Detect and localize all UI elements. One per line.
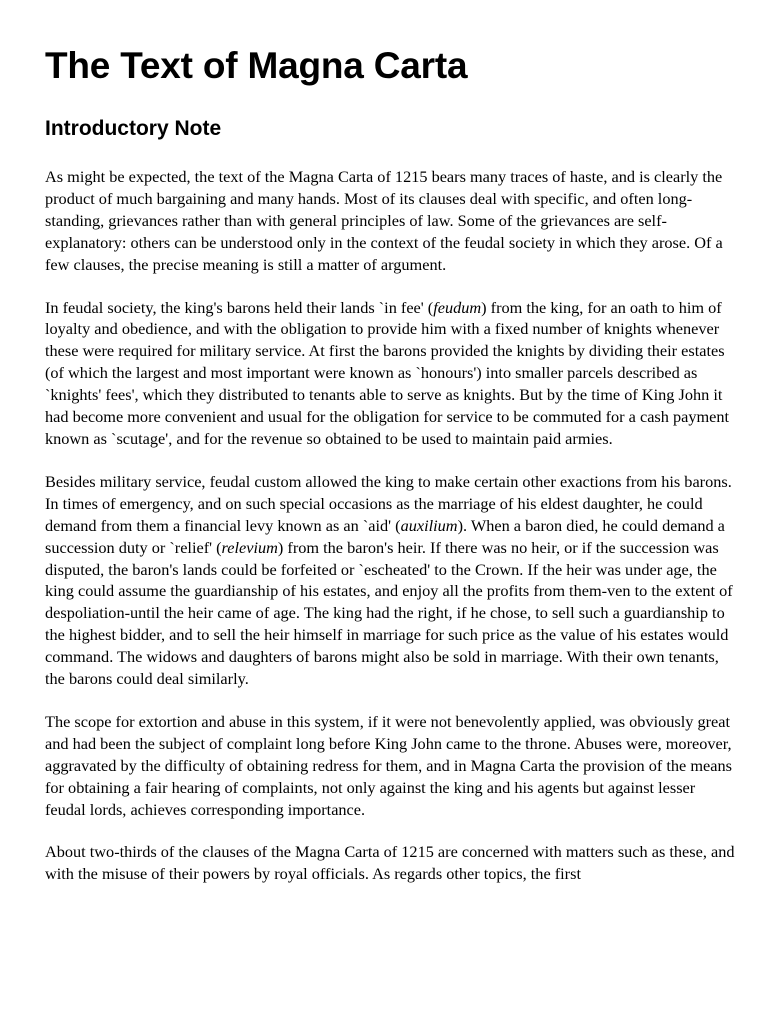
paragraph-text: ) from the king, for an oath to him of loyalty and obedience, and with the obligation to provide him with a fixed number of knights whenever these were required for military service. At first the barons provided the knights by dividing their estates (of which the largest and most important were known as `honours') into smaller parcels described as `knights' fees', which they distributed to tenants able to serve as knights. But by the time of King John it had become more convenient and usual for the obligation for service to be commuted for a cash payment known as `scutage', and for the revenue so obtained to be used to maintain paid armies. — [45, 297, 730, 448]
paragraph — [45, 297, 735, 450]
paragraph-text: About two-thirds of the clauses of the Magna Carta of 1215 are concerned with matters such as these, and with the misuse of their powers by royal officials. As regards other topics, the first — [45, 842, 735, 884]
latin-term: relevium — [221, 537, 278, 557]
paragraph-text: In feudal society, the king's barons held their lands `in fee' ( — [45, 297, 434, 317]
latin-term: auxilium — [400, 515, 458, 535]
paragraph — [45, 471, 735, 690]
paragraph — [45, 841, 735, 885]
paragraph-text: ) from the baron's heir. If there was no heir, or if the succession was disputed, the baron's lands could be forfeited or `escheated' to the Crown. If the heir was under age, the king could assume the guardianship of his estates, and enjoy all the profits from them-ven to the extent of despoliation-until the heir came of age. The king had the right, if he chose, to sell such a guardianship to the highest bidder, and to sell the heir himself in marriage for such price as the value of his estates would command. The widows and daughters of barons might also be sold in marriage. With their own tenants, the barons could deal similarly. — [45, 537, 733, 689]
paragraph-text: The scope for extortion and abuse in this system, if it were not benevolently applied, was obviously great and had been the subject of complaint long before King John came to the throne. Abuses were, moreover, aggravated by the difficulty of obtaining redress for them, and in Magna Carta the provision of the means for obtaining a fair hearing of complaints, not only against the king and his agents but against lesser feudal lords, achieves corresponding importance. — [45, 711, 732, 819]
latin-term: feudum — [433, 297, 482, 317]
section-heading: Introductory Note — [45, 117, 222, 140]
page-title: The Text of Magna Carta — [45, 45, 468, 86]
paragraph — [45, 711, 735, 821]
paragraph — [45, 166, 735, 276]
paragraph-text: As might be expected, the text of the Magna Carta of 1215 bears many traces of haste, and is clearly the product of much bargaining and many hands. Most of its clauses deal with specific, and often long-standing, grievances rather than with general principles of law. Some of the grievances are self-explanatory: others can be understood only in the context of the feudal society in which they arose. Of a few clauses, the precise meaning is still a matter of argument. — [45, 167, 723, 274]
paragraph-text: ). When a baron died, he could demand a succession duty or `relief' ( — [45, 515, 725, 557]
paragraph-text: Besides military service, feudal custom allowed the king to make certain other exactions from his barons. In times of emergency, and on such special occasions as the marriage of his eldest daughter, he could demand from them a financial levy known as an `aid' ( — [45, 471, 732, 535]
